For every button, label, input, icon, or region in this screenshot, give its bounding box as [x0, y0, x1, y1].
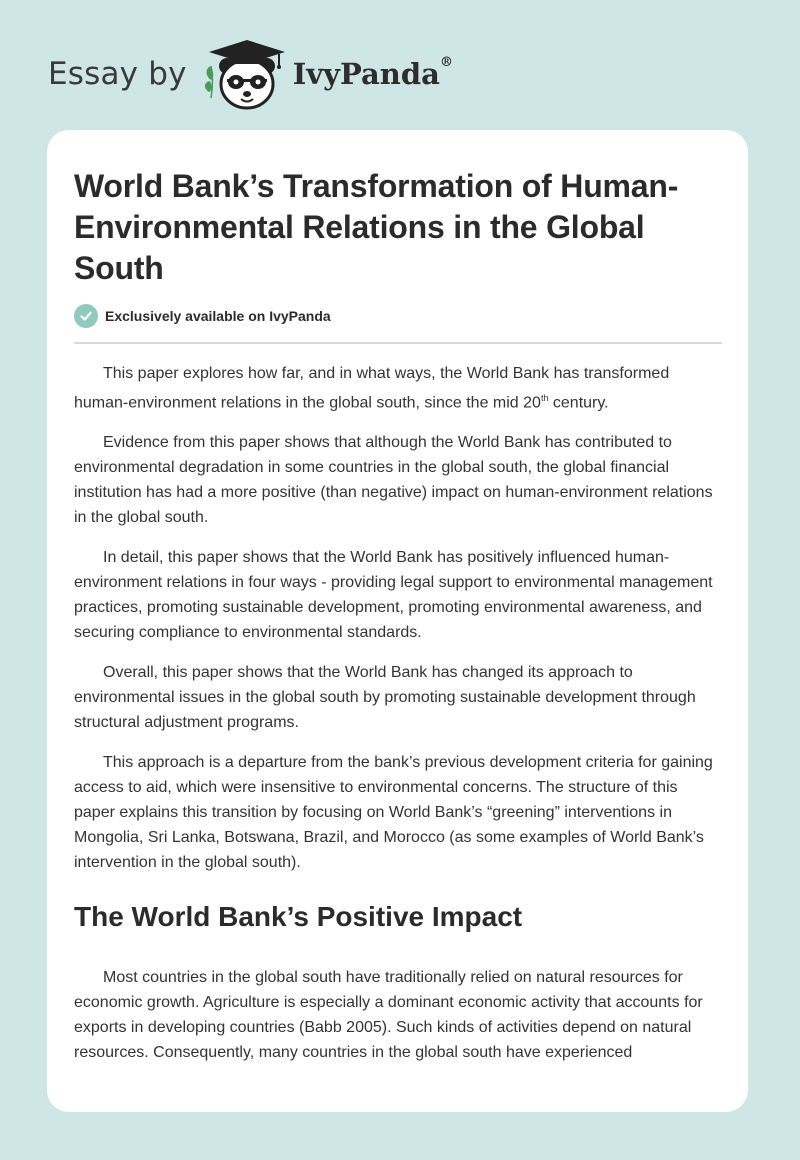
- brand-prefix: Essay by: [48, 56, 187, 92]
- section-heading: The World Bank’s Positive Impact: [74, 901, 523, 933]
- paragraph: In detail, this paper shows that the World Bank has positively influenced human-environment relations in four ways - providing legal support to environmental management practices, promoting sustainable development, promoting environmental awareness, and securing compliance to environmental standards.: [74, 549, 713, 642]
- paragraph: Overall, this paper shows that the World Bank has changed its approach to environmental issues in the global south by promoting sustainable development through structural adjustment programs.: [74, 664, 696, 732]
- checkmark-circle-icon: [74, 304, 98, 328]
- site-header: [48, 34, 453, 114]
- essay-card: [47, 130, 748, 1112]
- registered-mark: ®: [439, 55, 453, 70]
- brand-name: IvyPanda®: [292, 55, 453, 91]
- essay-title: World Bank’s Transformation of Human-Environmental Relations in the Global South: [74, 168, 679, 286]
- paragraph: This paper explores how far, and in what ways, the World Bank has transformed human-environment relations in the global south, since the mid 20th century.: [74, 365, 670, 412]
- essay-body: [74, 361, 722, 1065]
- paragraph: Most countries in the global south have traditionally relied on natural resources for economic growth. Agriculture is especially a dominant economic activity that accounts for exports in developing countries (Babb 2005). Such kinds of activities depend on natural resources. Consequently, many countries in the global south have experienced: [74, 969, 703, 1062]
- superscript: th: [540, 393, 549, 403]
- exclusive-badge: [74, 304, 722, 344]
- panda-logo-icon[interactable]: [201, 36, 289, 112]
- paragraph: Evidence from this paper shows that although the World Bank has contributed to environmental degradation in some countries in the global south, the global financial institution has had a more positive (than negative) impact on human-environment relations in the global south.: [74, 434, 713, 527]
- paragraph: This approach is a departure from the bank’s previous development criteria for gaining access to aid, which were insensitive to environmental concerns. The structure of this paper explains this transition by focusing on World Bank’s “greening” interventions in Mongolia, Sri Lanka, Botswana, Brazil, and Morocco (as some examples of World Bank’s intervention in the global south).: [74, 754, 713, 872]
- exclusive-label: Exclusively available on IvyPanda: [105, 308, 331, 324]
